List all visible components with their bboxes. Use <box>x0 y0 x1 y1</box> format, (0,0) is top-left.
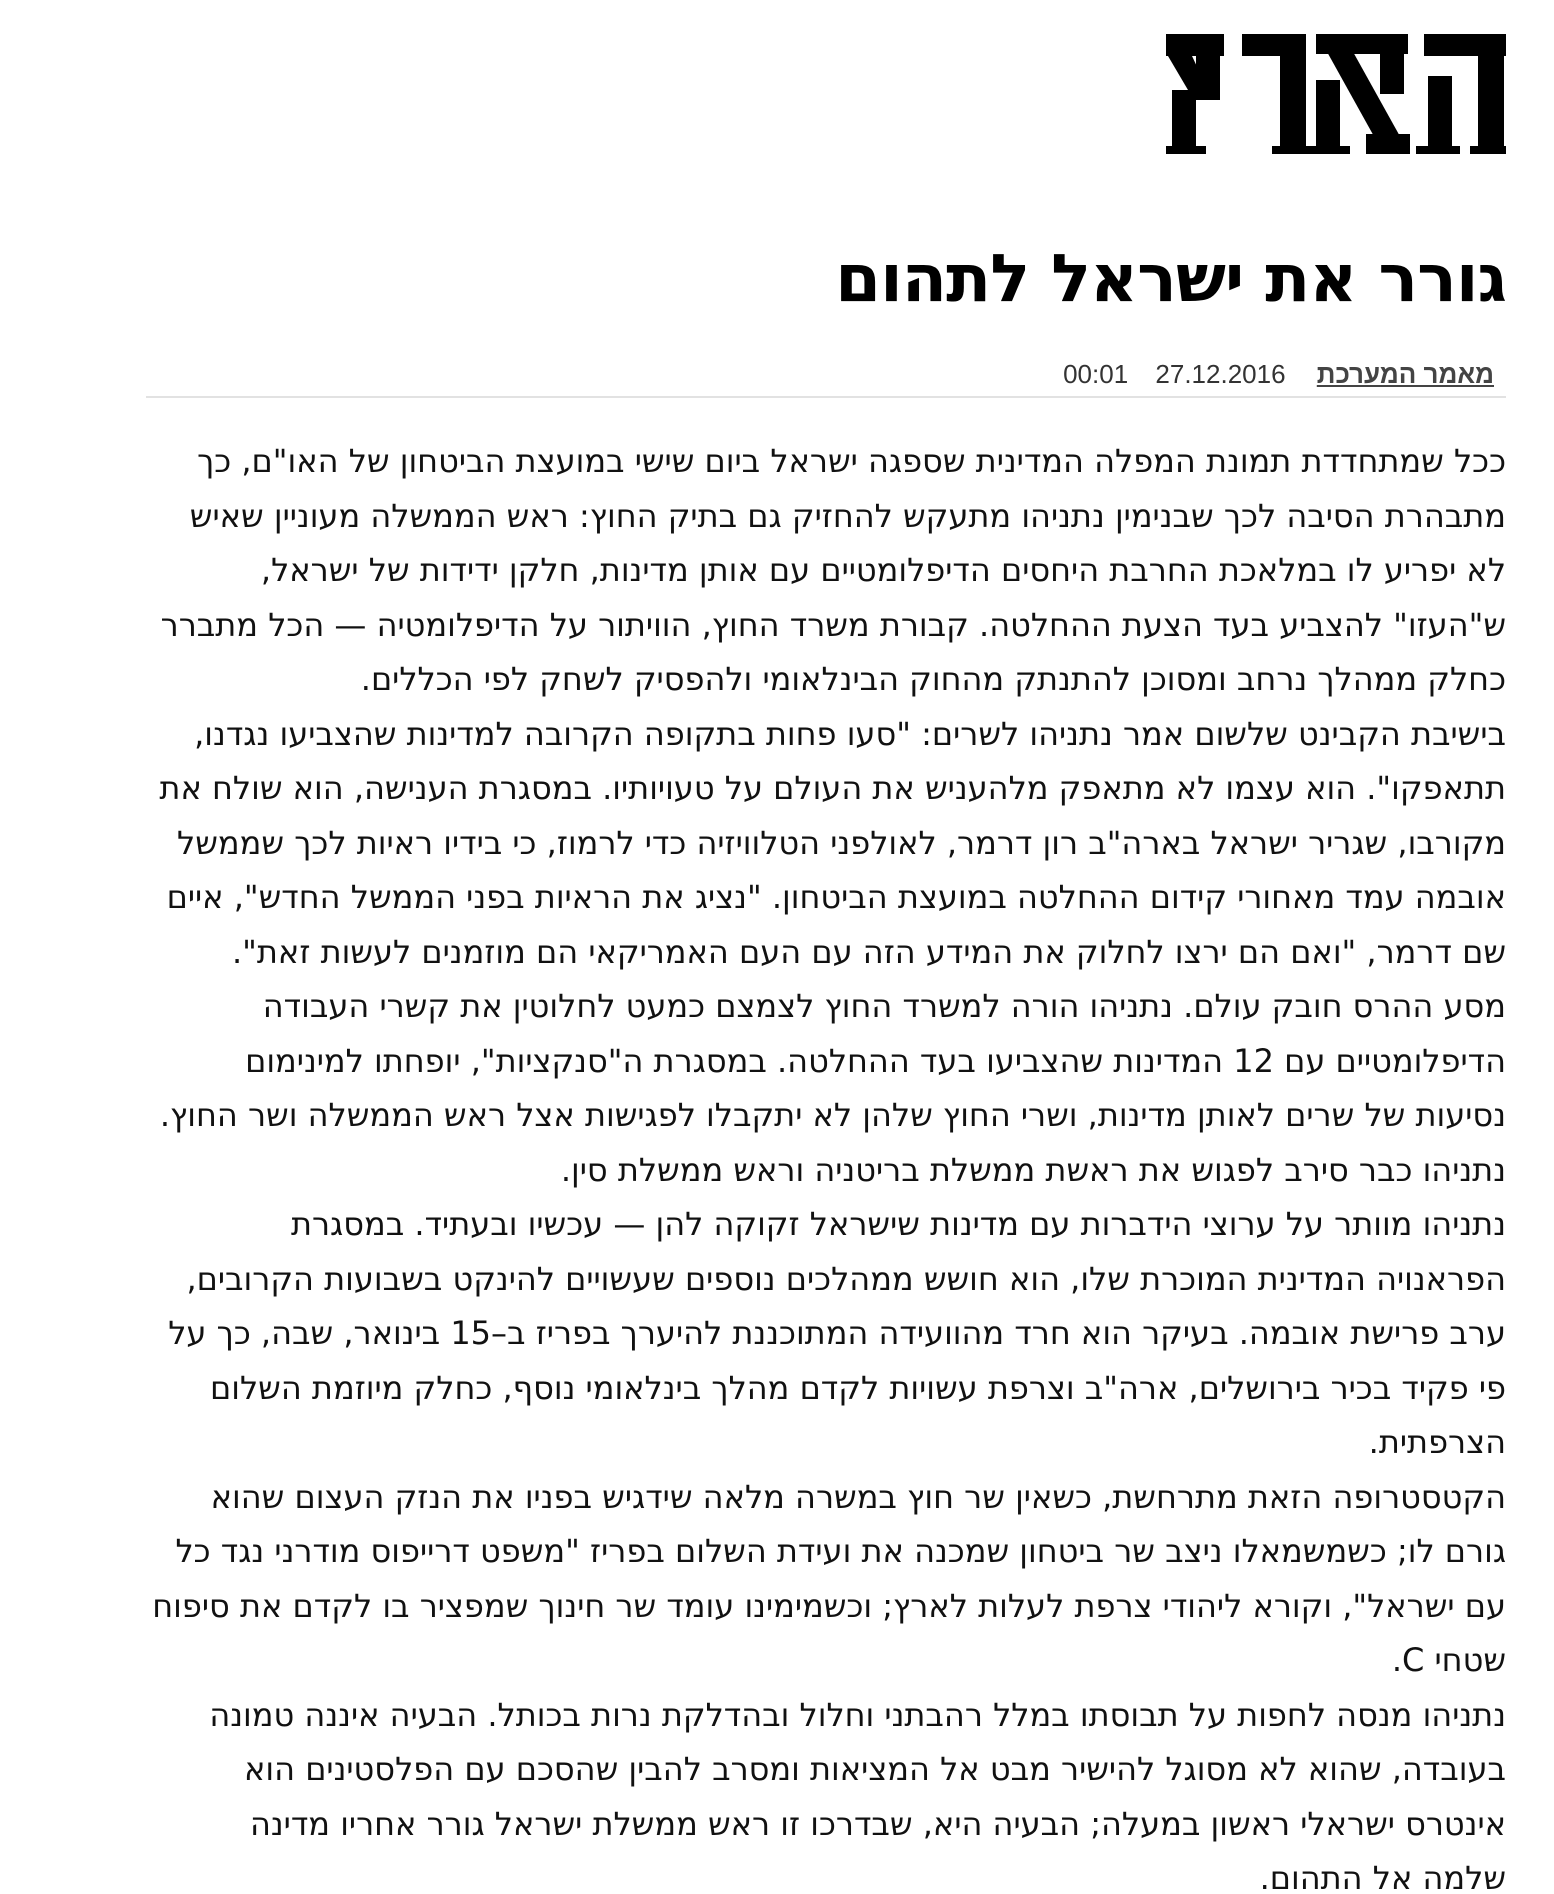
body-line: מקורבו, שגריר ישראל בארה"ב רון דרמר, לאולפני הטלוויזיה כדי לרמוז, כי בידיו ראיות לכך שממשל <box>177 823 1506 862</box>
body-line: ש"העזו" להצביע בעד הצעת ההחלטה. קבורת משרד החוץ, הוויתור על הדיפלומטיה — הכל מתברר <box>160 605 1506 644</box>
meta-divider <box>146 396 1506 398</box>
publish-date: 27.12.2016 <box>1155 359 1286 389</box>
paragraph-2 <box>140 707 1506 980</box>
paragraph-4 <box>140 1197 1506 1470</box>
body-line: נתניהו כבר סירב לפגוש את ראשת ממשלת בריטניה וראש ממשלת סין. <box>560 1150 1506 1189</box>
author-link[interactable]: מאמר המערכת <box>1316 359 1494 389</box>
paragraph-3 <box>140 979 1506 1197</box>
body-line: עם ישראל", וקורא ליהודי צרפת לעלות לארץ; וכשמימינו עומד שר חינוך שמפציר בו לקדם את סיפוח <box>152 1586 1506 1625</box>
paragraph-1 <box>140 434 1506 707</box>
body-line: הפראנויה המדינית המוכרת שלו, הוא חושש ממהלכים נוספים שעשויים להינקט בשבועות הקרובים, <box>186 1259 1506 1298</box>
body-line: נסיעות של שרים לאותן מדינות, ושרי החוץ שלהן לא יתקבלו לפגישות אצל ראש הממשלה ושר החוץ. <box>159 1096 1506 1134</box>
body-line: שם דרמר, "ואם הם ירצו לחלוק את המידע הזה עם העם האמריקאי הם מוזמנים לעשות זאת". <box>232 932 1506 971</box>
body-line: מתבהרת הסיבה לכך שבנימין נתניהו מתעקש להחזיק גם בתיק החוץ: ראש הממשלה מעוניין שאיש <box>189 496 1506 535</box>
article-body <box>140 434 1506 1894</box>
body-line: גורם לו; כשמשמאלו ניצב שר ביטחון שמכנה את ועידת השלום בפריז "משפט דרייפוס מודרני נגד כל <box>175 1532 1506 1570</box>
body-line: נתניהו מוותר על ערוצי הידברות עם מדינות שישראל זקוקה להן — עכשיו ובעתיד. במסגרת <box>290 1205 1506 1243</box>
body-line: הקטסטרופה הזאת מתרחשת, כשאין שר חוץ במשרה מלאה שידגיש בפניו את הנזק העצום שהוא <box>210 1477 1506 1516</box>
body-line: מסע ההרס חובק עולם. נתניהו הורה למשרד החוץ לצמצם כמעט לחלוטין את קשרי העבודה <box>262 987 1506 1025</box>
body-line: פי פקיד בכיר בירושלים, ארה"ב וצרפת עשויות לקדם מהלך בינלאומי נוסף, כחלק מיוזמת השלום <box>210 1368 1506 1407</box>
body-line: כחלק ממהלך נרחב ומסוכן להתנתק מהחוק הבינלאומי ולהפסיק לשחק לפי הכללים. <box>360 660 1506 698</box>
body-line: שלמה אל התהום. <box>1259 1859 1506 1894</box>
article-page <box>140 0 1506 1894</box>
body-line: תתאפקו". הוא עצמו לא מתאפק מלהעניש את העולם על טעויותיו. במסגרת הענישה, הוא שולח את <box>159 769 1506 807</box>
haaretz-logo[interactable] <box>1166 20 1506 170</box>
body-line: בישיבת הקבינט שלשום אמר נתניהו לשרים: "סעו פחות בתקופה הקרובה למדינות שהצביעו נגדנו, <box>194 714 1506 753</box>
article-meta <box>1063 356 1494 392</box>
paragraph-6 <box>140 1688 1506 1894</box>
body-line: נתניהו מנסה לחפות על תבוסתו במלל רהבתני וחלול ובהדלקת נרות בכותל. הבעיה איננה טמונה <box>209 1695 1506 1734</box>
body-line: ככל שמתחדדת תמונת המפלה המדינית שספגה ישראל ביום שישי במועצת הביטחון של האו"ם, כך <box>197 442 1506 480</box>
body-line: אינטרס ישראלי ראשון במעלה; הבעיה היא, שבדרכו זו ראש ממשלת ישראל גורר אחריו מדינה <box>249 1804 1506 1843</box>
body-line: לא יפריע לו במלאכת החרבת היחסים הדיפלומטיים עם אותן מדינות, חלקן ידידות של ישראל, <box>260 551 1506 589</box>
publish-time: 00:01 <box>1063 359 1129 389</box>
body-line: הצרפתית. <box>1368 1423 1506 1461</box>
body-line: הדיפלומטיים עם 12 המדינות שהצביעו בעד ההחלטה. במסגרת ה"סנקציות", יופחתו למינימום <box>245 1041 1506 1080</box>
haaretz-logo-icon <box>1166 20 1506 170</box>
body-line: אובמה עמד מאחורי קידום ההחלטה במועצת הביטחון. "נציג את הראיות בפני הממשל החדש", איים <box>166 878 1506 916</box>
article-headline: גורר את ישראל לתהום <box>835 240 1506 317</box>
body-line: ערב פרישת אובמה. בעיקר הוא חרד מהוועידה המתוכננת להיערך בפריז ב–15 בינואר, שבה, כך על <box>168 1314 1506 1352</box>
body-line: בעובדה, שהוא לא מסוגל להישיר מבט אל המציאות ומסרב להבין שהסכם עם הפלסטינים הוא <box>244 1750 1506 1788</box>
paragraph-5 <box>140 1470 1506 1688</box>
body-line: שטחי C. <box>1391 1641 1506 1679</box>
